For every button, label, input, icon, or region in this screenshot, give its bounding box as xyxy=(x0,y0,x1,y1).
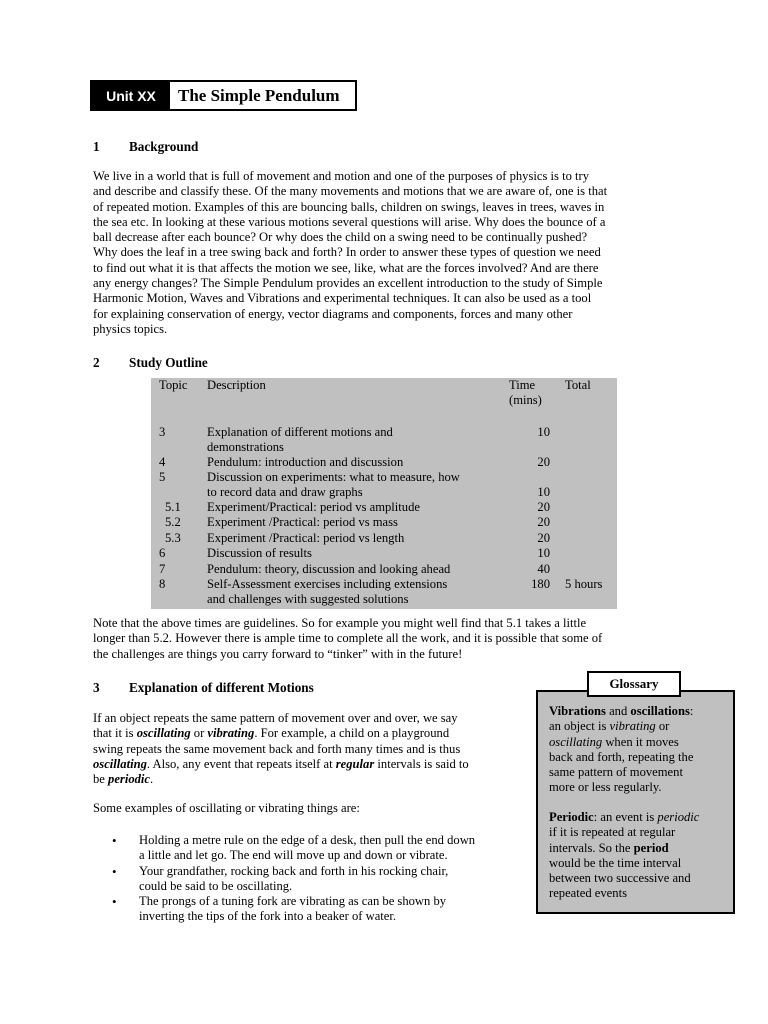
row-topic: 3 xyxy=(159,425,166,439)
text-line: Note that the above times are guidelines. So for example you might well find that 5.1 takes a little xyxy=(93,616,587,630)
section-heading-study-outline xyxy=(93,355,208,371)
text-line: We live in a world that is full of movement and motion and one of the purposes of physics is to try xyxy=(93,169,590,183)
page-title: The Simple Pendulum xyxy=(178,85,340,105)
section-number: 1 xyxy=(93,139,100,154)
text-line: physics topics. xyxy=(93,321,168,336)
row-description: Pendulum: theory, discussion and looking ahead xyxy=(207,562,451,576)
glossary-title: Glossary xyxy=(587,671,681,697)
section-number: 3 xyxy=(93,680,100,695)
row-description: to record data and draw graphs xyxy=(207,485,363,499)
text-line: that it is oscillating or vibrating. For example, a child on a playground xyxy=(93,726,450,741)
study-outline-table xyxy=(151,378,617,609)
row-time: 20 xyxy=(537,515,550,529)
text-line: any energy changes? The Simple Pendulum provides an excellent introduction to the study of Simple xyxy=(93,276,603,291)
text-line: the challenges are things you carry forward to “tinker” with in the future! xyxy=(93,646,463,661)
row-topic: 5.3 xyxy=(165,531,181,545)
row-description: demonstrations xyxy=(207,440,284,454)
row-description: Experiment/Practical: period vs amplitude xyxy=(207,500,420,514)
row-total: 5 hours xyxy=(565,577,603,591)
row-topic: 5.2 xyxy=(165,515,181,529)
row-time: 10 xyxy=(537,485,550,499)
row-time: 40 xyxy=(537,562,550,576)
header-topic: Topic xyxy=(159,378,188,392)
row-time: 20 xyxy=(537,531,550,545)
unit-header xyxy=(90,80,357,111)
row-time: 20 xyxy=(537,500,550,514)
row-topic: 5 xyxy=(159,470,166,484)
row-description: Explanation of different motions and xyxy=(207,425,393,439)
row-topic: 4 xyxy=(159,455,166,469)
row-description: Experiment /Practical: period vs mass xyxy=(207,515,398,529)
row-topic: 5.1 xyxy=(165,500,181,514)
header-description: Description xyxy=(207,378,266,392)
row-time: 180 xyxy=(531,577,550,591)
unit-label: Unit XX xyxy=(92,82,170,109)
examples-intro: Some examples of oscillating or vibrating things are: xyxy=(93,801,360,815)
row-time: 10 xyxy=(537,425,550,439)
section-title: Explanation of different Motions xyxy=(129,680,314,695)
row-description: and challenges with suggested solutions xyxy=(207,592,409,606)
row-topic: 8 xyxy=(159,577,166,591)
section-title: Background xyxy=(129,139,199,154)
text-line: Harmonic Motion, Waves and Vibrations and experimental techniques. It can also be used as a tool xyxy=(93,291,592,306)
examples-list xyxy=(112,833,522,925)
section-number: 2 xyxy=(93,355,100,370)
text-line: be periodic. xyxy=(93,772,154,787)
header-time: Time xyxy=(509,378,536,392)
row-description: Experiment /Practical: period vs length xyxy=(207,531,405,545)
row-description: Discussion on experiments: what to measure, how xyxy=(207,470,460,484)
text-line: of repeated motion. Examples of this are bouncing balls, children on swings, leaves in trees, waves in xyxy=(93,199,605,214)
section-heading-background xyxy=(93,139,198,155)
text-line: ball decrease after each bounce? Or why does the child on a swing need to be continually pushed? xyxy=(93,230,588,245)
glossary-entry-periodic: Periodic: an event is periodic if it is repeated at regular intervals. So the period would be the time interval between two successive and repeated events xyxy=(549,810,700,901)
section-title: Study Outline xyxy=(129,355,208,370)
text-line: If an object repeats the same pattern of movement over and over, we say xyxy=(93,711,458,725)
text-line: for explaining conservation of energy, vector diagrams and components, forces and many other xyxy=(93,306,573,321)
glossary-box xyxy=(536,690,735,914)
row-description: Discussion of results xyxy=(207,546,312,560)
row-time: 20 xyxy=(537,455,550,469)
text-line: the sea etc. In looking at these various motions several questions will arise. Why does the bounce of a xyxy=(93,214,606,229)
text-line: Why does the leaf in a tree swing back and forth? In order to answer these types of question we need xyxy=(93,245,601,260)
row-topic: 6 xyxy=(159,546,166,560)
row-description: Pendulum: introduction and discussion xyxy=(207,455,404,469)
list-item: • The prongs of a tuning fork are vibrating as can be shown by inverting the tips of the fork into a beaker of water. xyxy=(112,894,522,925)
timing-note-paragraph xyxy=(93,616,673,662)
row-description: Self-Assessment exercises including extensions xyxy=(207,577,448,591)
list-item: • Your grandfather, rocking back and forth in his rocking chair, could be said to be oscillating. xyxy=(112,864,522,895)
background-paragraph xyxy=(93,169,673,337)
header-time-unit: (mins) xyxy=(509,393,542,407)
text-line: swing repeats the same movement back and forth many times and is thus xyxy=(93,741,461,756)
text-line: and describe and classify these. Of the many movements and motions that we are aware of, one is that xyxy=(93,184,608,199)
text-line: to find out what it is that affects the motion we see, like, what are the forces involved? And are there xyxy=(93,260,599,275)
row-time: 10 xyxy=(537,546,550,560)
oscillation-paragraph xyxy=(93,711,533,787)
text-line: longer than 5.2. However there is ample time to complete all the work, and it is possible that some of xyxy=(93,631,603,646)
section-heading-motions xyxy=(93,680,314,696)
glossary-entry-vibrations: Vibrations and oscillations: an object is vibrating or oscillating when it moves back and forth, repeating the same pattern of movement more or less regularly. xyxy=(549,704,694,795)
text-line: oscillating. Also, any event that repeats itself at regular intervals is said to xyxy=(93,756,469,771)
row-topic: 7 xyxy=(159,562,166,576)
list-item: • Holding a metre rule on the edge of a desk, then pull the end down a little and let go. The end will move up and down or vibrate. xyxy=(112,833,522,864)
header-total: Total xyxy=(565,378,591,392)
